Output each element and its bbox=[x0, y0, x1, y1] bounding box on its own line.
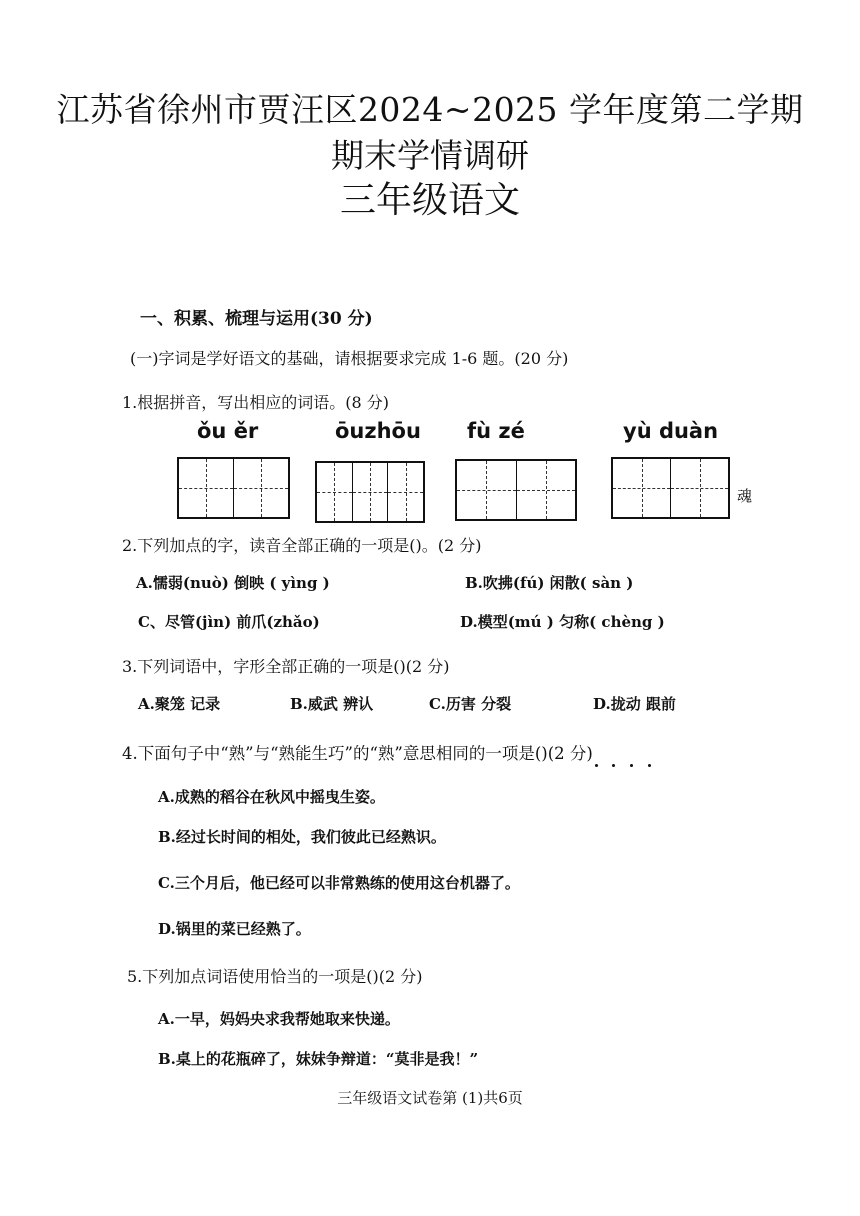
q4-option-d: D.锅里的菜已经熟了。 bbox=[158, 920, 311, 938]
exam-subject-title: 三年级语文 bbox=[339, 180, 520, 221]
pinyin-4: yù duàn bbox=[623, 419, 719, 443]
q2-option-d: D.模型(mú ) 匀称( chèng ) bbox=[460, 613, 665, 631]
section-heading: 一、积累、梳理与运用(30 分) bbox=[140, 309, 373, 329]
q3-option-b: B.威武 辨认 bbox=[290, 695, 374, 713]
answer-grid-1[interactable] bbox=[177, 457, 290, 519]
answer-cell[interactable] bbox=[352, 463, 388, 521]
pinyin-1: ǒu ěr bbox=[197, 419, 259, 443]
pinyin-3: fù zé bbox=[467, 419, 525, 443]
q2-option-c: C、尽管(jìn) 前爪(zhǎo) bbox=[138, 613, 320, 631]
emphasis-dot bbox=[648, 764, 651, 767]
q3-option-c: C.历害 分裂 bbox=[429, 695, 512, 713]
question-2-stem: 2.下列加点的字，读音全部正确的一项是()。(2 分) bbox=[122, 536, 482, 555]
answer-cell[interactable] bbox=[516, 461, 576, 519]
q5-option-a: A.一早，妈妈央求我帮她取来快递。 bbox=[158, 1010, 400, 1028]
page-footer: 三年级语文试卷第 (1)共6页 bbox=[337, 1089, 523, 1107]
answer-cell[interactable] bbox=[317, 463, 352, 521]
emphasis-dot bbox=[595, 764, 598, 767]
q2-option-a: A.懦弱(nuò) 倒映 ( yìng ) bbox=[136, 574, 330, 592]
answer-grid-4[interactable] bbox=[611, 457, 730, 519]
exam-title-line1: 江苏省徐州市贾汪区2024~2025 学年度第二学期 bbox=[56, 90, 804, 129]
q4-option-b: B.经过长时间的相处，我们彼此已经熟识。 bbox=[158, 828, 446, 846]
answer-grid-2[interactable] bbox=[315, 461, 425, 523]
question-5-stem: 5.下列加点词语使用恰当的一项是()(2 分) bbox=[127, 967, 423, 986]
answer-grid-3[interactable] bbox=[455, 459, 577, 521]
q4-option-a: A.成熟的稻谷在秋风中摇曳生姿。 bbox=[158, 788, 385, 806]
grid-trailing-char: 魂 bbox=[737, 487, 753, 505]
answer-cell[interactable] bbox=[233, 459, 288, 517]
answer-cell[interactable] bbox=[670, 459, 728, 517]
question-1-stem: 1.根据拼音，写出相应的词语。(8 分) bbox=[122, 393, 390, 412]
section-subheading: (一)字词是学好语文的基础，请根据要求完成 1-6 题。(20 分) bbox=[130, 349, 569, 368]
answer-cell[interactable] bbox=[179, 459, 233, 517]
question-4-stem: 4.下面句子中“熟”与“熟能生巧”的“熟”意思相同的一项是()(2 分) bbox=[122, 744, 593, 763]
emphasis-dot bbox=[612, 764, 615, 767]
q5-option-b: B.桌上的花瓶碎了，妹妹争辩道：“莫非是我！” bbox=[158, 1050, 479, 1068]
pinyin-2: ōuzhōu bbox=[335, 419, 421, 443]
q3-option-d: D.拢动 跟前 bbox=[593, 695, 676, 713]
answer-cell[interactable] bbox=[613, 459, 670, 517]
answer-cell[interactable] bbox=[457, 461, 516, 519]
question-3-stem: 3.下列词语中，字形全部正确的一项是()(2 分) bbox=[122, 657, 450, 676]
q4-option-c: C.三个月后，他已经可以非常熟练的使用这台机器了。 bbox=[158, 874, 520, 892]
answer-cell[interactable] bbox=[387, 463, 423, 521]
q2-option-b: B.吹拂(fú) 闲散( sàn ) bbox=[465, 574, 634, 592]
q3-option-a: A.聚笼 记录 bbox=[138, 695, 221, 713]
emphasis-dot bbox=[630, 764, 633, 767]
exam-title-line2: 期末学情调研 bbox=[331, 136, 529, 175]
